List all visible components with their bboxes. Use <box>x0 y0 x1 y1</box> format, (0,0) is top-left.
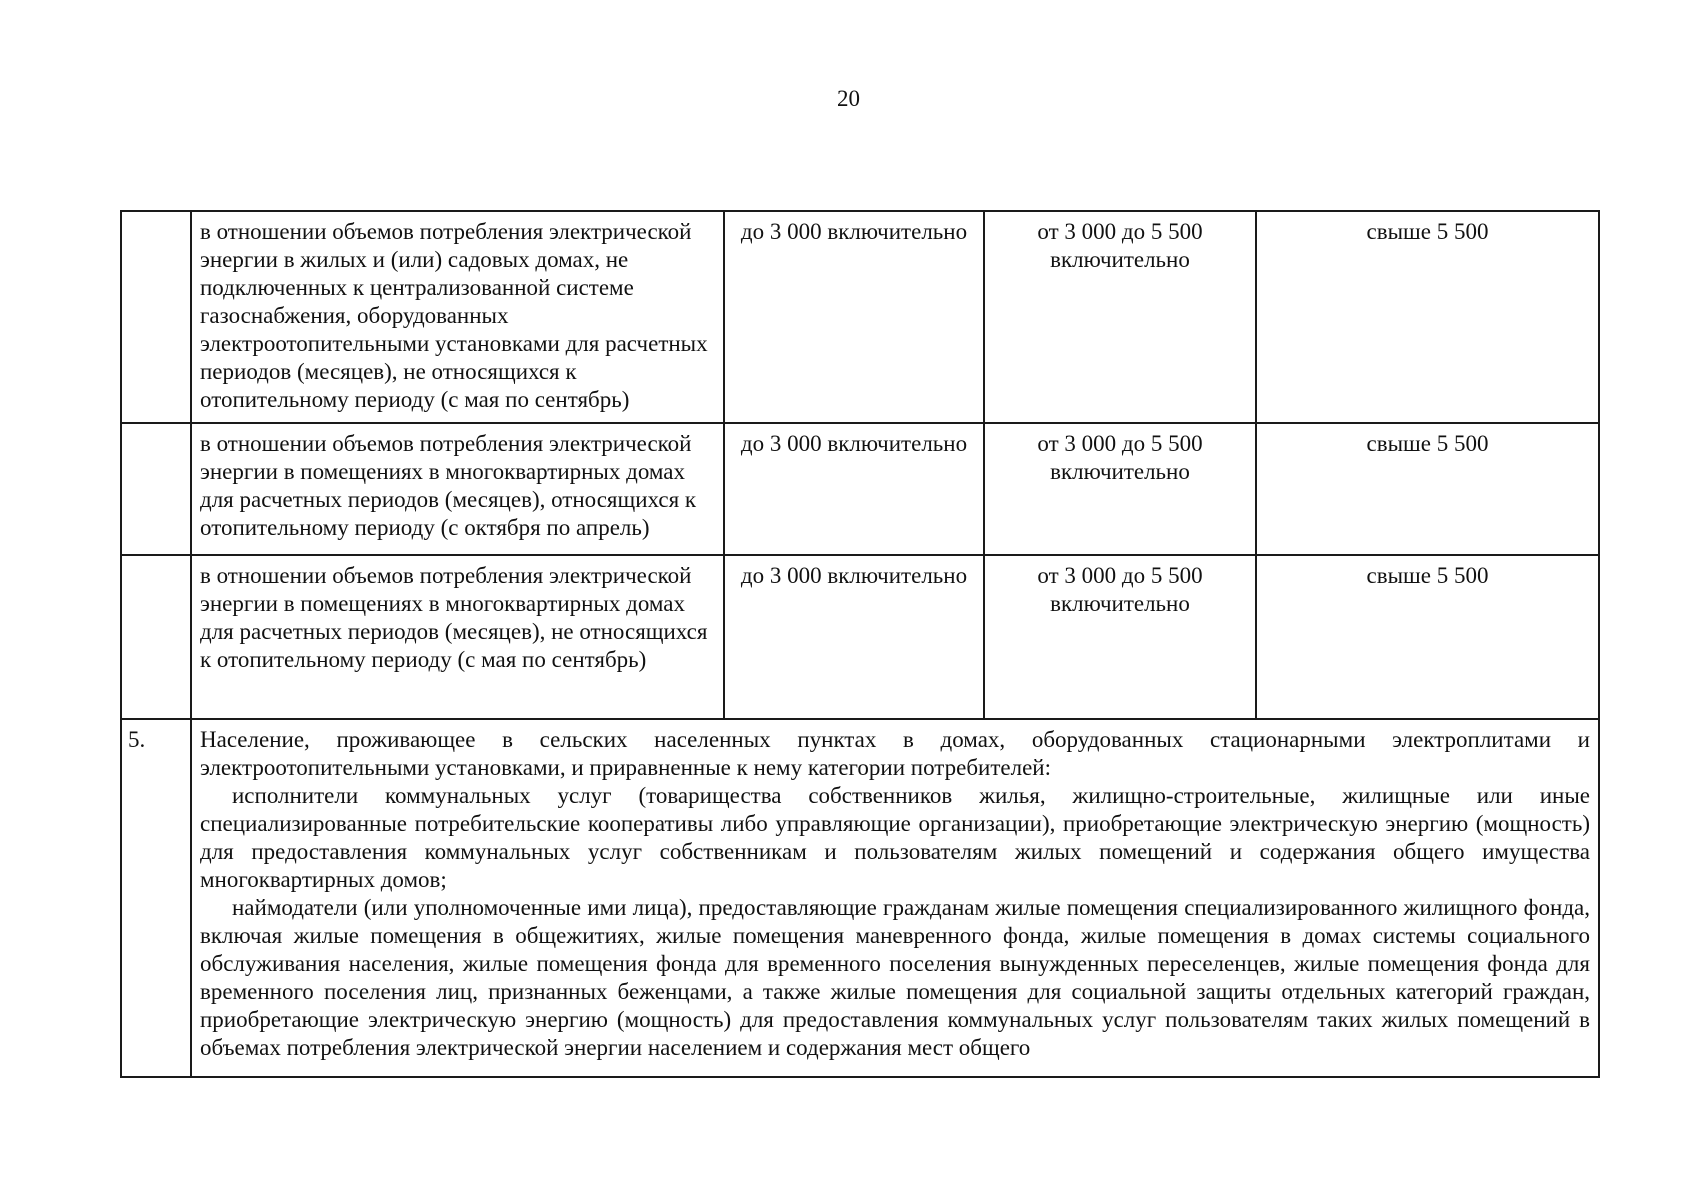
row-number-cell <box>121 423 191 555</box>
row-description: в отношении объемов потребления электрической энергии в жилых и (или) садовых домах, не подключенных к централизованной системе газоснабжения, оборудованных электроотопительными установками для расчетных периодов (месяцев), не относящихся к отопительному периоду (с мая по сентябрь) <box>191 211 724 423</box>
tariff-table <box>120 210 1600 1078</box>
range-high-cell: свыше 5 500 <box>1256 555 1599 719</box>
range-high-cell: свыше 5 500 <box>1256 211 1599 423</box>
row-description: в отношении объемов потребления электрической энергии в помещениях в многоквартирных домах для расчетных периодов (месяцев), относящихся к отопительному периоду (с октября по апрель) <box>191 423 724 555</box>
range-mid-cell: от 3 000 до 5 500 включительно <box>984 555 1256 719</box>
table-row <box>121 719 1599 1077</box>
page-number: 20 <box>837 86 860 111</box>
range-low-cell: до 3 000 включительно <box>724 211 984 423</box>
table-row <box>121 423 1599 555</box>
section-text-cell <box>191 719 1599 1077</box>
range-mid-cell: от 3 000 до 5 500 включительно <box>984 211 1256 423</box>
section-number-cell: 5. <box>121 719 191 1077</box>
table-row <box>121 211 1599 423</box>
table-row <box>121 555 1599 719</box>
row-description: в отношении объемов потребления электрической энергии в помещениях в многоквартирных домах для расчетных периодов (месяцев), не относящихся к отопительному периоду (с мая по сентябрь) <box>191 555 724 719</box>
row-number-cell <box>121 211 191 423</box>
range-high-cell: свыше 5 500 <box>1256 423 1599 555</box>
range-mid-cell: от 3 000 до 5 500 включительно <box>984 423 1256 555</box>
range-low-cell: до 3 000 включительно <box>724 423 984 555</box>
section-paragraph: Население, проживающее в сельских населенных пунктах в домах, оборудованных стационарными электроплитами и электроотопительными установками, и приравненные к нему категории потребителей: <box>200 727 1590 780</box>
section-paragraph: наймодатели (или уполномоченные ими лица), предоставляющие гражданам жилые помещения специализированного жилищного фонда, включая жилые помещения в общежитиях, жилые помещения маневренного фонда, жилые помещения в домах системы социального обслуживания населения, жилые помещения фонда для временного поселения вынужденных переселенцев, жилые помещения фонда для временного поселения лиц, признанных беженцами, а также жилые помещения для социальной защиты отдельных категорий граждан, приобретающие электрическую энергию (мощность) для предоставления коммунальных услуг пользователям таких жилых помещений в объемах потребления электрической энергии населением и содержания мест общего <box>200 895 1590 1060</box>
section-paragraph: исполнители коммунальных услуг (товарищества собственников жилья, жилищно-строительные, жилищные или иные специализированные потребительские кооперативы либо управляющие организации), приобретающие электрическую энергию (мощность) для предоставления коммунальных услуг собственникам и пользователям жилых помещений и содержания общего имущества многоквартирных домов; <box>200 783 1590 892</box>
row-number-cell <box>121 555 191 719</box>
range-low-cell: до 3 000 включительно <box>724 555 984 719</box>
